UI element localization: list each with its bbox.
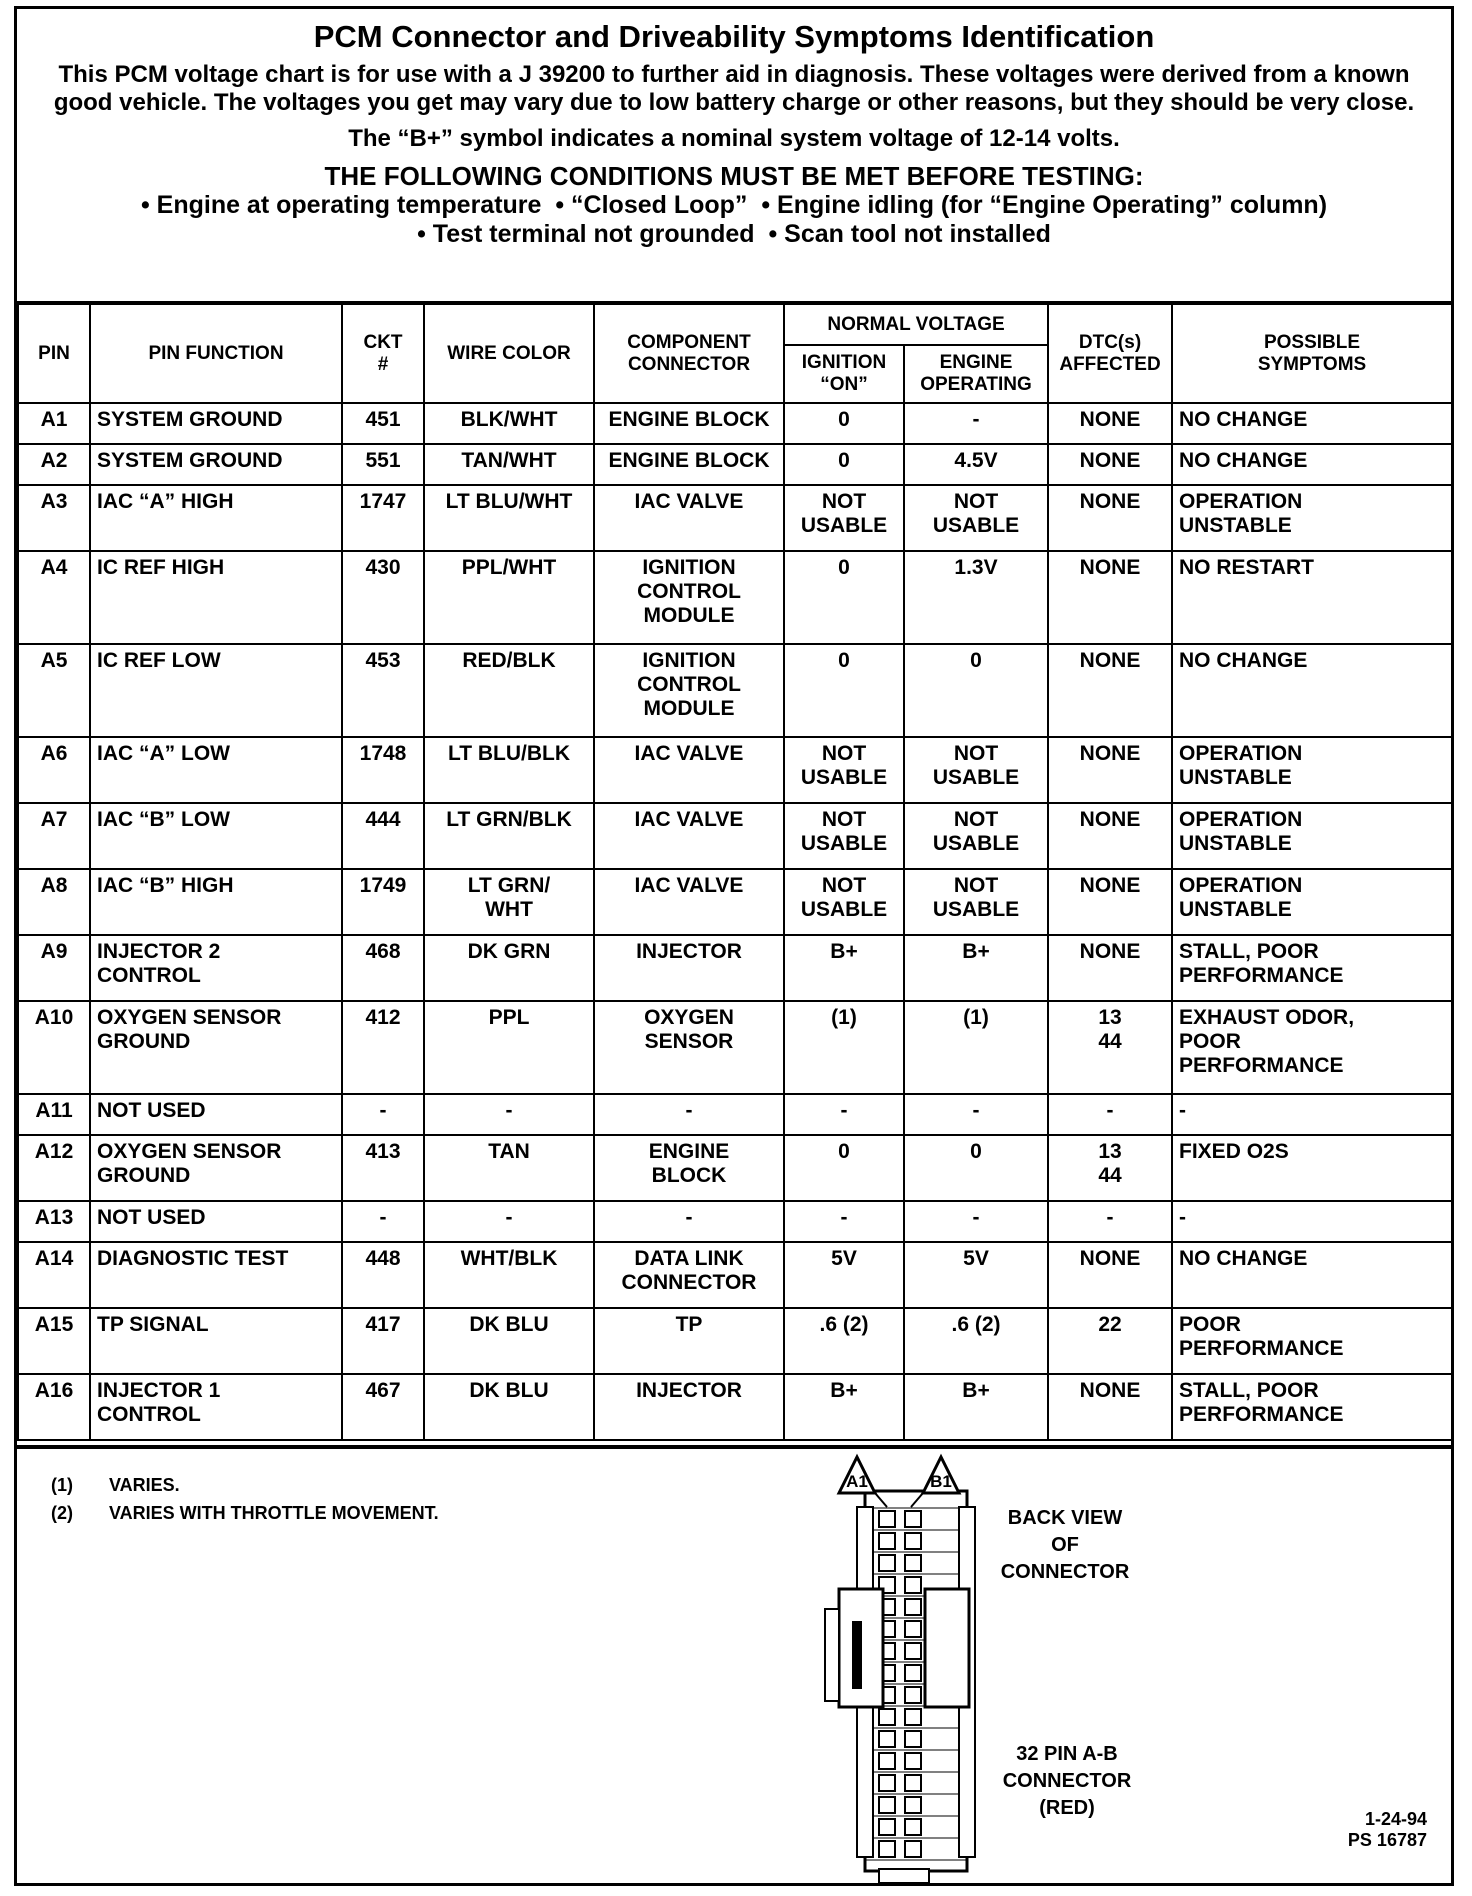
ckt-cell: 1748 [342,737,424,803]
possible-symptoms-cell: OPERATION UNSTABLE [1172,803,1452,869]
table-row [18,644,1452,737]
wire-color-cell: DK GRN [424,935,594,1001]
pin-cell: A12 [18,1135,90,1201]
connector-pin-cavity [905,1577,921,1593]
possible-symptoms-cell: OPERATION UNSTABLE [1172,737,1452,803]
connector-pin-cavity [879,1819,895,1835]
ckt-cell: 551 [342,444,424,485]
pin-cell: A15 [18,1308,90,1374]
pin-cell: A4 [18,551,90,644]
component-connector-cell: TP [594,1308,784,1374]
header-wire-color: WIRE COLOR [424,303,594,403]
wire-color-cell: BLK/WHT [424,403,594,444]
pin-function-cell: NOT USED [90,1201,342,1242]
ignition-on-voltage-cell: B+ [784,935,904,1001]
pin-function-cell: TP SIGNAL [90,1308,342,1374]
engine-operating-voltage-cell: - [904,403,1048,444]
engine-operating-voltage-cell: - [904,1094,1048,1135]
table-row [18,403,1452,444]
connector-pin-cavity [879,1555,895,1571]
dtc-cell: NONE [1048,485,1172,551]
ignition-on-voltage-cell: 5V [784,1242,904,1308]
connector-clip-slot [852,1621,862,1689]
pin-function-cell: IC REF LOW [90,644,342,737]
ignition-on-voltage-cell: B+ [784,1374,904,1440]
header-ignition-on: IGNITION “ON” [784,345,904,403]
connector-pin-cavity [879,1709,895,1725]
condition-item: • Engine idling (for “Engine Operating” column) [761,191,1328,219]
pin-function-cell: IAC “A” LOW [90,737,342,803]
engine-operating-voltage-cell: B+ [904,1374,1048,1440]
pcm-voltage-table [17,301,1453,1441]
component-connector-cell: IAC VALVE [594,869,784,935]
wire-color-cell: TAN [424,1135,594,1201]
possible-symptoms-cell: NO CHANGE [1172,644,1452,737]
pin-function-cell: OXYGEN SENSOR GROUND [90,1001,342,1094]
ignition-on-voltage-cell: - [784,1094,904,1135]
pin-function-cell: OXYGEN SENSOR GROUND [90,1135,342,1201]
header-engine-operating: ENGINE OPERATING [904,345,1048,403]
connector-pin-cavity [905,1819,921,1835]
ignition-on-voltage-cell: 0 [784,551,904,644]
document-page [14,6,1454,1886]
possible-symptoms-cell: NO CHANGE [1172,444,1452,485]
b1-label: B1 [930,1472,952,1491]
wire-color-cell: DK BLU [424,1308,594,1374]
wire-color-cell: - [424,1094,594,1135]
wire-color-cell: WHT/BLK [424,1242,594,1308]
header-component-connector: COMPONENT CONNECTOR [594,303,784,403]
possible-symptoms-cell: STALL, POOR PERFORMANCE [1172,1374,1452,1440]
table-row [18,1374,1452,1440]
component-connector-cell: ENGINE BLOCK [594,403,784,444]
table-row [18,1001,1452,1094]
pin-cell: A14 [18,1242,90,1308]
table-row [18,869,1452,935]
engine-operating-voltage-cell: 1.3V [904,551,1048,644]
pin-cell: A8 [18,869,90,935]
pin-cell: A1 [18,403,90,444]
possible-symptoms-cell: EXHAUST ODOR, POOR PERFORMANCE [1172,1001,1452,1094]
table-row [18,444,1452,485]
engine-operating-voltage-cell: - [904,1201,1048,1242]
component-connector-cell: ENGINE BLOCK [594,1135,784,1201]
b1-pointer [911,1493,923,1507]
connector-pin-cavity [905,1511,921,1527]
dtc-cell: NONE [1048,644,1172,737]
connector-pin-cavity [879,1797,895,1813]
connector-pin-cavity [879,1731,895,1747]
connector-pin-cavity [905,1841,921,1857]
header-possible-symptoms: POSSIBLE SYMPTOMS [1172,303,1452,403]
dtc-cell: - [1048,1201,1172,1242]
connector-pin-cavity [905,1533,921,1549]
possible-symptoms-cell: - [1172,1201,1452,1242]
engine-operating-voltage-cell: 5V [904,1242,1048,1308]
component-connector-cell: IGNITION CONTROL MODULE [594,551,784,644]
ignition-on-voltage-cell: NOT USABLE [784,803,904,869]
pin-cell: A10 [18,1001,90,1094]
header-normal-voltage: NORMAL VOLTAGE [784,303,1048,345]
wire-color-cell: LT GRN/ WHT [424,869,594,935]
engine-operating-voltage-cell: 4.5V [904,444,1048,485]
connector-pin-cavity [905,1555,921,1571]
ignition-on-voltage-cell: 0 [784,644,904,737]
footnote-number: (1) [51,1475,73,1495]
table-row [18,803,1452,869]
pin-cell: A6 [18,737,90,803]
ckt-cell: 417 [342,1308,424,1374]
dtc-cell: NONE [1048,803,1172,869]
table-row [18,1201,1452,1242]
connector-pin-cavity [905,1687,921,1703]
a1-label: A1 [846,1472,868,1491]
ignition-on-voltage-cell: 0 [784,444,904,485]
document-id [1348,1809,1427,1851]
pin-function-cell: IAC “A” HIGH [90,485,342,551]
dtc-cell: NONE [1048,935,1172,1001]
wire-color-cell: TAN/WHT [424,444,594,485]
footnote-number: (2) [51,1503,73,1523]
connector-pin-cavity [879,1775,895,1791]
wire-color-cell: PPL/WHT [424,551,594,644]
connector-pin-cavity [879,1511,895,1527]
possible-symptoms-cell: OPERATION UNSTABLE [1172,485,1452,551]
wire-color-cell: LT BLU/BLK [424,737,594,803]
pin-function-cell: INJECTOR 1 CONTROL [90,1374,342,1440]
ckt-cell: 468 [342,935,424,1001]
engine-operating-voltage-cell: NOT USABLE [904,803,1048,869]
engine-operating-voltage-cell: 0 [904,644,1048,737]
component-connector-cell: ENGINE BLOCK [594,444,784,485]
wire-color-cell: LT BLU/WHT [424,485,594,551]
component-connector-cell: DATA LINK CONNECTOR [594,1242,784,1308]
possible-symptoms-cell: OPERATION UNSTABLE [1172,869,1452,935]
engine-operating-voltage-cell: NOT USABLE [904,737,1048,803]
pin-cell: A2 [18,444,90,485]
ckt-cell: 430 [342,551,424,644]
connector-pin-cavity [905,1643,921,1659]
possible-symptoms-cell: STALL, POOR PERFORMANCE [1172,935,1452,1001]
engine-operating-voltage-cell: NOT USABLE [904,485,1048,551]
connector-pin-cavity [905,1753,921,1769]
connector-pin-cavity [879,1533,895,1549]
connector-diagram [817,1449,1017,1887]
header [17,9,1451,301]
ignition-on-voltage-cell: .6 (2) [784,1308,904,1374]
date-label: 1-24-94 [1364,1809,1427,1829]
table-row [18,935,1452,1001]
a1-pointer [875,1493,887,1507]
pin-function-cell: INJECTOR 2 CONTROL [90,935,342,1001]
dtc-cell: NONE [1048,1374,1172,1440]
table-row [18,485,1452,551]
footnote-1 [51,1475,180,1496]
ckt-cell: 1747 [342,485,424,551]
header-pin: PIN [18,303,90,403]
bplus-note: The “B+” symbol indicates a nominal system voltage of 12-14 volts. [348,125,1120,152]
connector-pin-cavity [905,1621,921,1637]
conditions-line-1 [17,191,1451,220]
component-connector-cell: IAC VALVE [594,803,784,869]
table-row [18,1242,1452,1308]
condition-item: • Test terminal not grounded [417,220,755,248]
ckt-cell: 448 [342,1242,424,1308]
pin-cell: A13 [18,1201,90,1242]
dtc-cell: - [1048,1094,1172,1135]
wire-color-cell: PPL [424,1001,594,1094]
connector-bottom-key [879,1869,929,1883]
connector-pin-cavity [905,1797,921,1813]
ps-number-label: PS 16787 [1347,1830,1427,1850]
table-row [18,1308,1452,1374]
ignition-on-voltage-cell: (1) [784,1001,904,1094]
dtc-cell: NONE [1048,551,1172,644]
ckt-cell: 412 [342,1001,424,1094]
ckt-cell: 444 [342,803,424,869]
pin-function-cell: NOT USED [90,1094,342,1135]
connector-pin-cavity [905,1775,921,1791]
footnote-text: VARIES WITH THROTTLE MOVEMENT. [109,1503,439,1523]
pin-function-cell: IAC “B” LOW [90,803,342,869]
pin-cell: A9 [18,935,90,1001]
wire-color-cell: LT GRN/BLK [424,803,594,869]
connector-pin-cavity [905,1731,921,1747]
condition-item: • Engine at operating temperature [140,191,542,219]
header-pin-function: PIN FUNCTION [90,303,342,403]
pin-function-cell: SYSTEM GROUND [90,403,342,444]
intro-paragraph: This PCM voltage chart is for use with a J 39200 to further aid in diagnosis. These voltages were derived from a known good vehicle. The voltages you get may vary due to low battery charge or other reasons, but they should be very close. [53,61,1415,116]
possible-symptoms-cell: NO CHANGE [1172,1242,1452,1308]
connector-pin-cavity [879,1753,895,1769]
ignition-on-voltage-cell: 0 [784,403,904,444]
ignition-on-voltage-cell: NOT USABLE [784,737,904,803]
pin-function-cell: IAC “B” HIGH [90,869,342,935]
engine-operating-voltage-cell: 0 [904,1135,1048,1201]
table-body [18,403,1452,1440]
ignition-on-voltage-cell: - [784,1201,904,1242]
ckt-cell: - [342,1201,424,1242]
ckt-cell: - [342,1094,424,1135]
pin-function-cell: DIAGNOSTIC TEST [90,1242,342,1308]
component-connector-cell: IAC VALVE [594,485,784,551]
footnote-2 [51,1503,439,1524]
conditions-heading: THE FOLLOWING CONDITIONS MUST BE MET BEFORE TESTING: [324,161,1144,191]
pin-cell: A7 [18,803,90,869]
ignition-on-voltage-cell: NOT USABLE [784,485,904,551]
dtc-cell: NONE [1048,444,1172,485]
component-connector-cell: IGNITION CONTROL MODULE [594,644,784,737]
wire-color-cell: RED/BLK [424,644,594,737]
connector-name-label: 32 PIN A-B CONNECTOR (RED) [1002,1743,1132,1819]
page-title: PCM Connector and Driveability Symptoms Identification [313,19,1155,54]
connector-clip [825,1609,839,1701]
ignition-on-voltage-cell: NOT USABLE [784,869,904,935]
possible-symptoms-cell: POOR PERFORMANCE [1172,1308,1452,1374]
header-dtc: DTC(s) AFFECTED [1048,303,1172,403]
header-ckt: CKT # [342,303,424,403]
wire-color-cell: - [424,1201,594,1242]
pin-function-cell: SYSTEM GROUND [90,444,342,485]
connector-pin-cavity [905,1709,921,1725]
ckt-cell: 1749 [342,869,424,935]
footnote-text: VARIES. [109,1475,180,1495]
connector-pin-cavity [905,1599,921,1615]
connector-side-latch [925,1589,969,1707]
dtc-cell: NONE [1048,403,1172,444]
component-connector-cell: INJECTOR [594,935,784,1001]
condition-item: • “Closed Loop” [555,191,748,219]
ckt-cell: 453 [342,644,424,737]
dtc-cell: 13 44 [1048,1135,1172,1201]
component-connector-cell: - [594,1094,784,1135]
pin-cell: A3 [18,485,90,551]
component-connector-cell: OXYGEN SENSOR [594,1001,784,1094]
possible-symptoms-cell: - [1172,1094,1452,1135]
dtc-cell: NONE [1048,737,1172,803]
pin-cell: A5 [18,644,90,737]
dtc-cell: 22 [1048,1308,1172,1374]
pin-cell: A16 [18,1374,90,1440]
condition-item: • Scan tool not installed [768,220,1051,248]
back-view-label: BACK VIEW OF CONNECTOR [1000,1507,1130,1583]
possible-symptoms-cell: FIXED O2S [1172,1135,1452,1201]
ckt-cell: 451 [342,403,424,444]
engine-operating-voltage-cell: .6 (2) [904,1308,1048,1374]
wire-color-cell: DK BLU [424,1374,594,1440]
pin-function-cell: IC REF HIGH [90,551,342,644]
table-row [18,551,1452,644]
footer [17,1445,1451,1887]
dtc-cell: NONE [1048,1242,1172,1308]
ckt-cell: 413 [342,1135,424,1201]
possible-symptoms-cell: NO CHANGE [1172,403,1452,444]
connector-pin-cavity [879,1841,895,1857]
table-row [18,1135,1452,1201]
possible-symptoms-cell: NO RESTART [1172,551,1452,644]
component-connector-cell: IAC VALVE [594,737,784,803]
table-row [18,1094,1452,1135]
component-connector-cell: - [594,1201,784,1242]
ckt-cell: 467 [342,1374,424,1440]
ignition-on-voltage-cell: 0 [784,1135,904,1201]
engine-operating-voltage-cell: (1) [904,1001,1048,1094]
pin-cell: A11 [18,1094,90,1135]
engine-operating-voltage-cell: NOT USABLE [904,869,1048,935]
dtc-cell: NONE [1048,869,1172,935]
component-connector-cell: INJECTOR [594,1374,784,1440]
table-row [18,737,1452,803]
dtc-cell: 13 44 [1048,1001,1172,1094]
conditions-line-2 [17,220,1451,249]
connector-pin-cavity [905,1665,921,1681]
engine-operating-voltage-cell: B+ [904,935,1048,1001]
